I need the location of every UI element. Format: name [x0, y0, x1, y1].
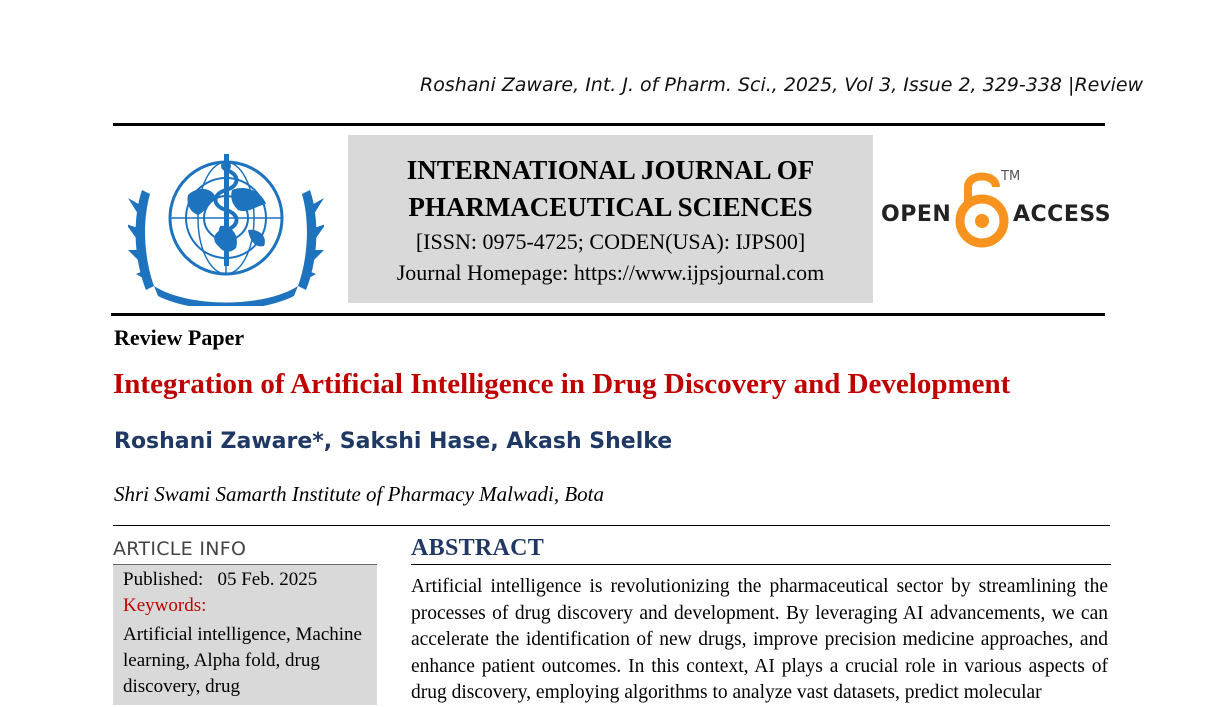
- journal-homepage[interactable]: Journal Homepage: https://www.ijpsjournal.com: [396, 260, 825, 285]
- journal-issn: [ISSN: 0975-4725; CODEN(USA): IJPS00]: [415, 229, 806, 254]
- header-top-rule: [113, 123, 1105, 126]
- journal-banner: [348, 135, 873, 303]
- journal-name-line2: PHARMACEUTICAL SCIENCES: [408, 192, 813, 222]
- world-health-emblem-icon: [128, 140, 324, 306]
- paper-title: Integration of Artificial Intelligence in Drug Discovery and Development: [113, 368, 1011, 400]
- open-access-word-open: OPEN: [881, 202, 952, 227]
- abstract-heading: ABSTRACT: [411, 535, 545, 561]
- published-line: [123, 569, 317, 591]
- paper-type: Review Paper: [114, 325, 245, 350]
- keywords-list: Artificial intelligence, Machine learning, Alpha fold, drug discovery, drug: [123, 624, 362, 697]
- published-date: 05 Feb. 2025: [217, 569, 318, 590]
- abstract-text: Artificial intelligence is revolutionizing the pharmaceutical sector by streamlining the processes of drug discovery and development. By leveraging AI advancements, we can accelerate the identification of new drugs, improve precision medicine approaches, and enhance patient outcomes. In this context, AI plays a crucial role in various aspects of drug discovery, employing algorithms to analyze vast datasets, predict molecular: [411, 576, 1108, 703]
- journal-name-line1: INTERNATIONAL JOURNAL OF: [406, 155, 815, 185]
- published-label: Published:: [123, 569, 204, 590]
- paper-authors: Roshani Zaware*, Sakshi Hase, Akash Shelke: [114, 429, 673, 454]
- paper-affiliation: Shri Swami Samarth Institute of Pharmacy Malwadi, Bota: [114, 482, 604, 506]
- article-info-heading: ARTICLE INFO: [113, 538, 247, 560]
- header-bottom-rule: [111, 313, 1105, 316]
- section-divider: [113, 525, 1110, 526]
- open-access-word-access: ACCESS: [1013, 202, 1112, 227]
- journal-citation: Roshani Zaware, Int. J. of Pharm. Sci., 2025, Vol 3, Issue 2, 329-338 |Review: [420, 74, 1144, 96]
- open-access-logo: [880, 165, 1112, 255]
- trademark-mark: TM: [1001, 169, 1021, 184]
- abstract-rule: [411, 564, 1111, 565]
- keywords-label: Keywords:: [123, 595, 207, 616]
